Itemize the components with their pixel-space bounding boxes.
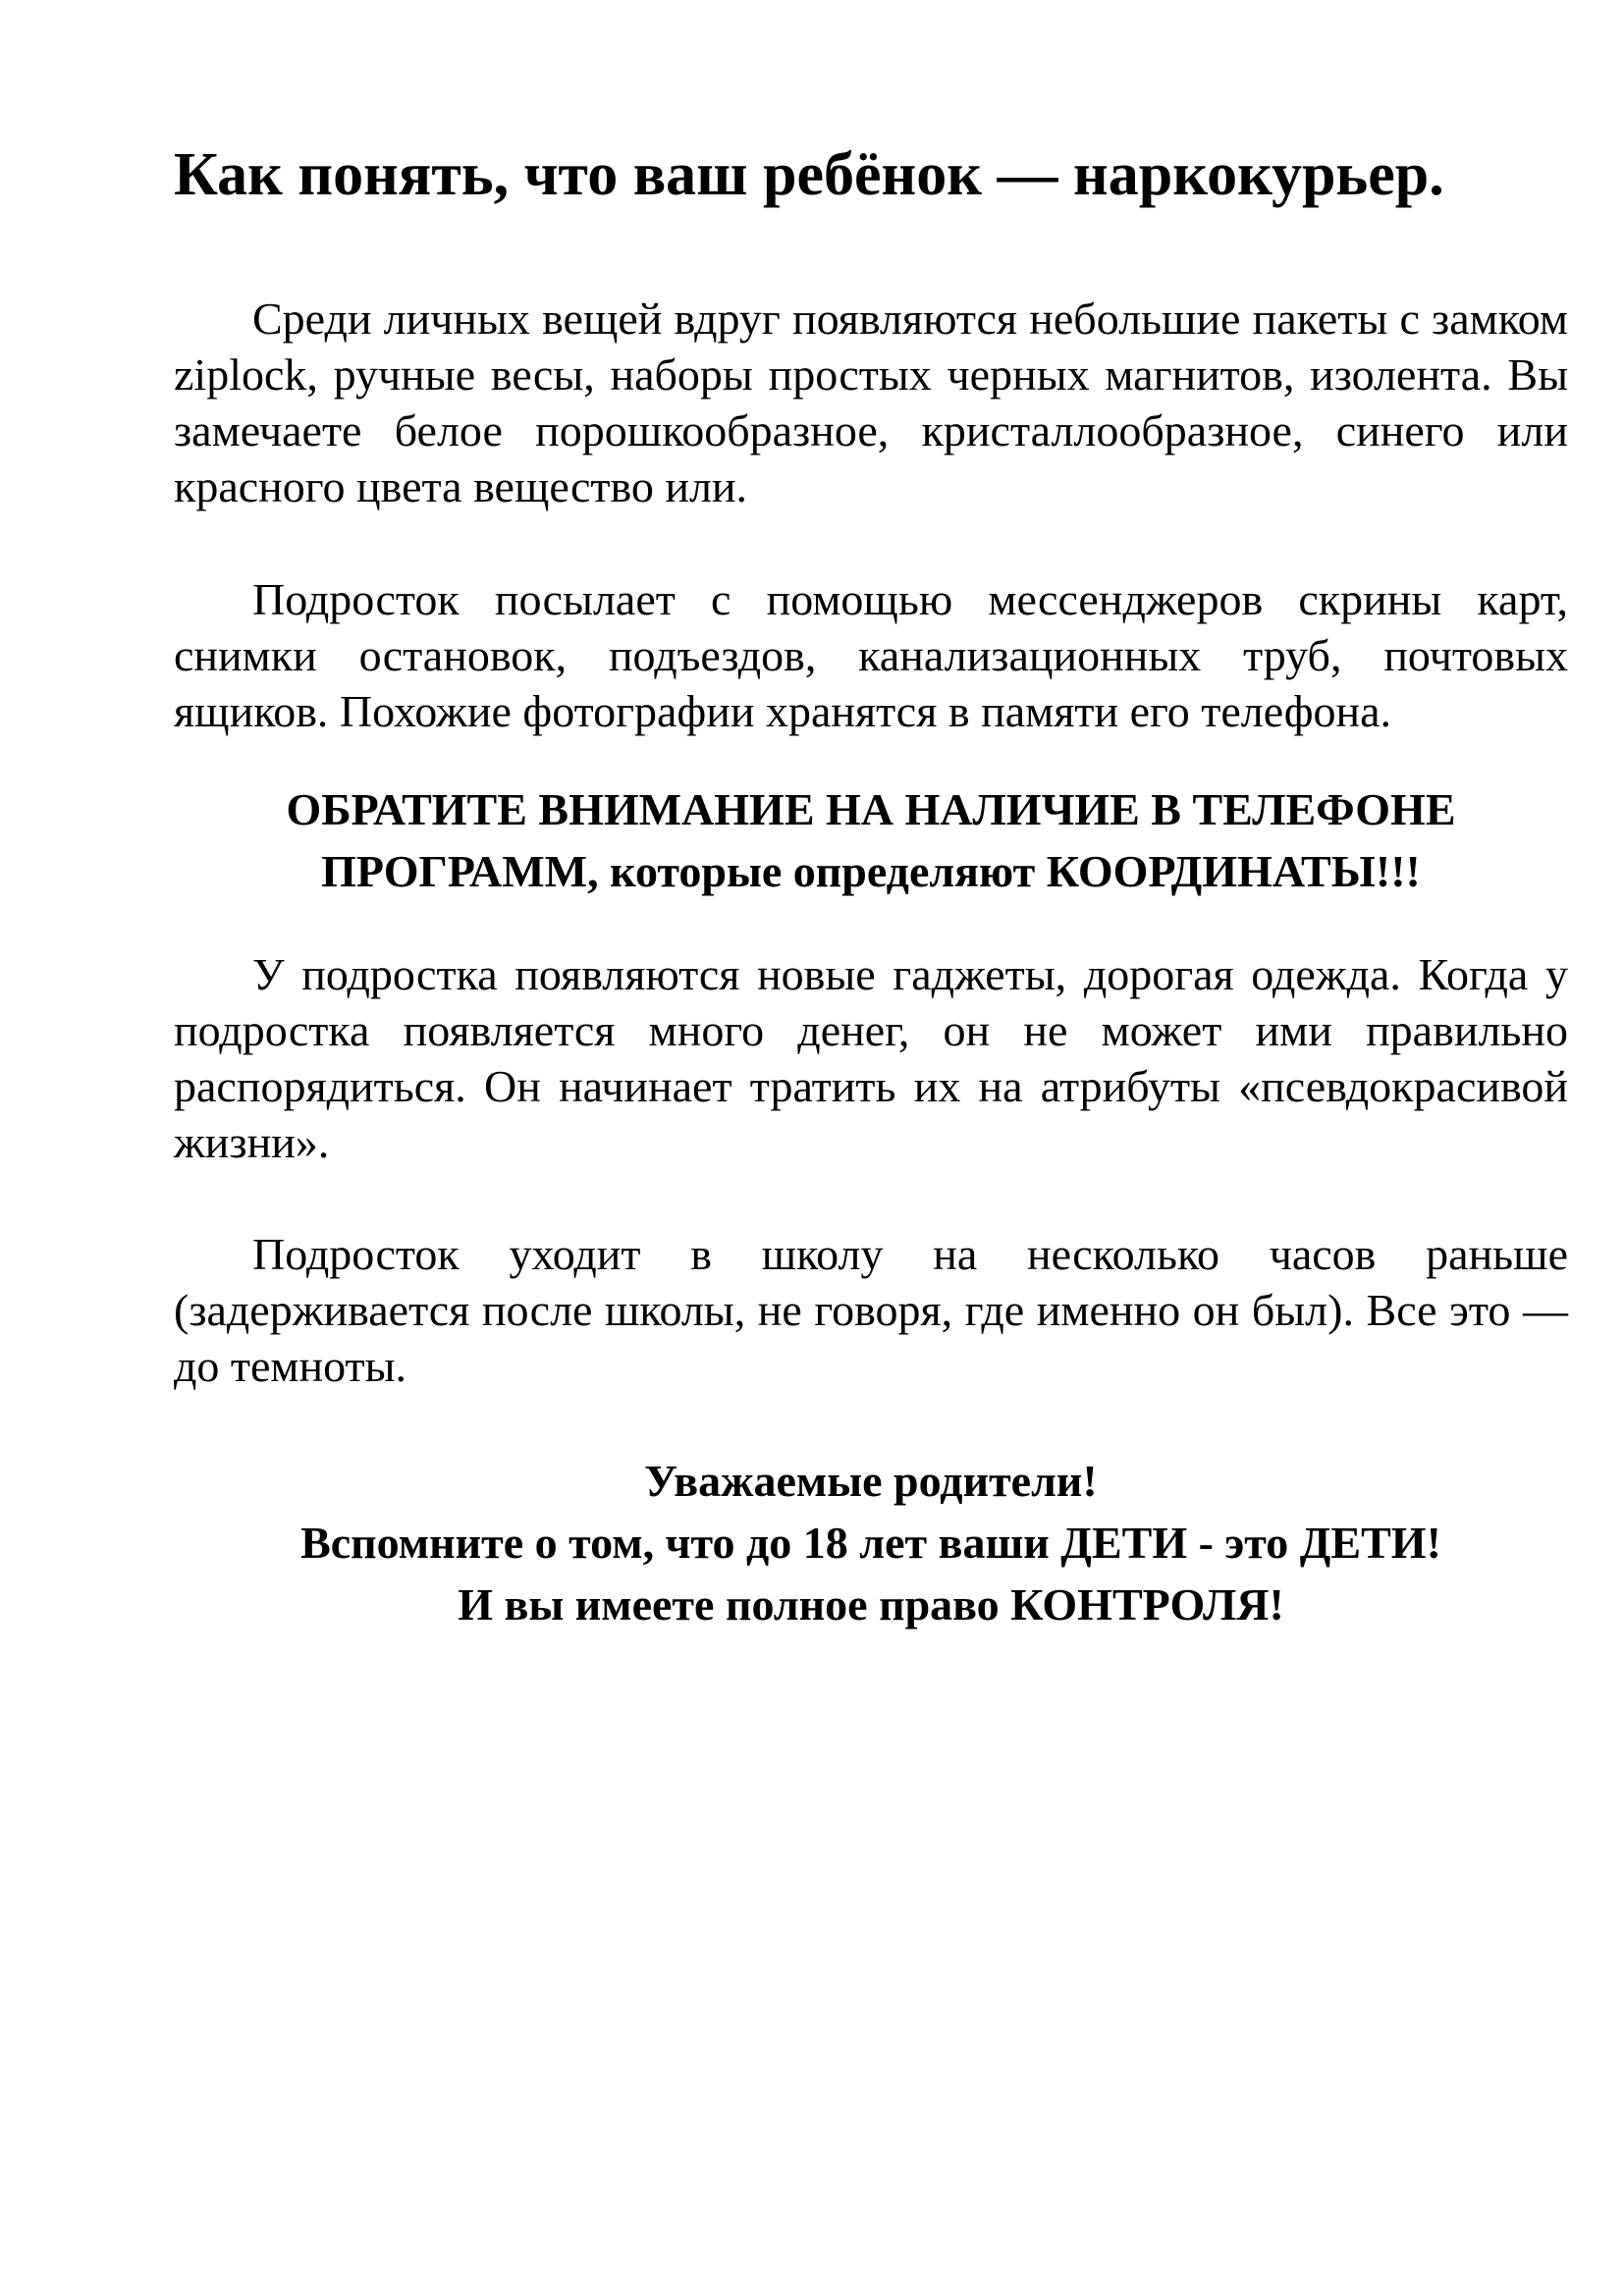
notice-block <box>174 778 1568 902</box>
paragraph-suspicious-items: Среди личных вещей вдруг появляются небольшие пакеты с замком ziplock, ручные весы, наборы простых черных магнитов, изолента. Вы замечаете белое порошкообразное, кристаллообразное, синего или красного цвета вещество или. <box>174 294 1568 511</box>
closing-line-3: И вы имеете полное право КОНТРОЛЯ! <box>458 1579 1284 1629</box>
closing-line-1: Уважаемые родители! <box>644 1456 1098 1506</box>
notice-line-1: ОБРАТИТЕ ВНИМАНИЕ НА НАЛИЧИЕ В ТЕЛЕФОНЕ <box>286 784 1456 834</box>
paragraph-school-absence: Подросток уходит в школу на несколько часов раньше (задерживается после школы, не говоря, где именно он был). Все это — до темноты. <box>174 1229 1568 1391</box>
notice-line-2: ПРОГРАММ, которые определяют КООРДИНАТЫ!!! <box>321 846 1421 896</box>
page-title: Как понять, что ваш ребёнок — наркокурьер. <box>174 141 1444 208</box>
paragraph-messenger-photos: Подросток посылает с помощью мессенджеров скрины карт, снимки остановок, подъездов, канализационных труб, почтовых ящиков. Похожие фотографии хранятся в памяти его телефона. <box>174 574 1568 736</box>
paragraph-new-gadgets: У подростка появляются новые гаджеты, дорогая одежда. Когда у подростка появляется много денег, он не может ими правильно распорядиться. Он начинает тратить их на атрибуты «псевдокрасивой жизни». <box>174 949 1568 1167</box>
closing-appeal <box>174 1450 1568 1635</box>
closing-line-2: Вспомните о том, что до 18 лет ваши ДЕТИ - это ДЕТИ! <box>300 1518 1441 1568</box>
